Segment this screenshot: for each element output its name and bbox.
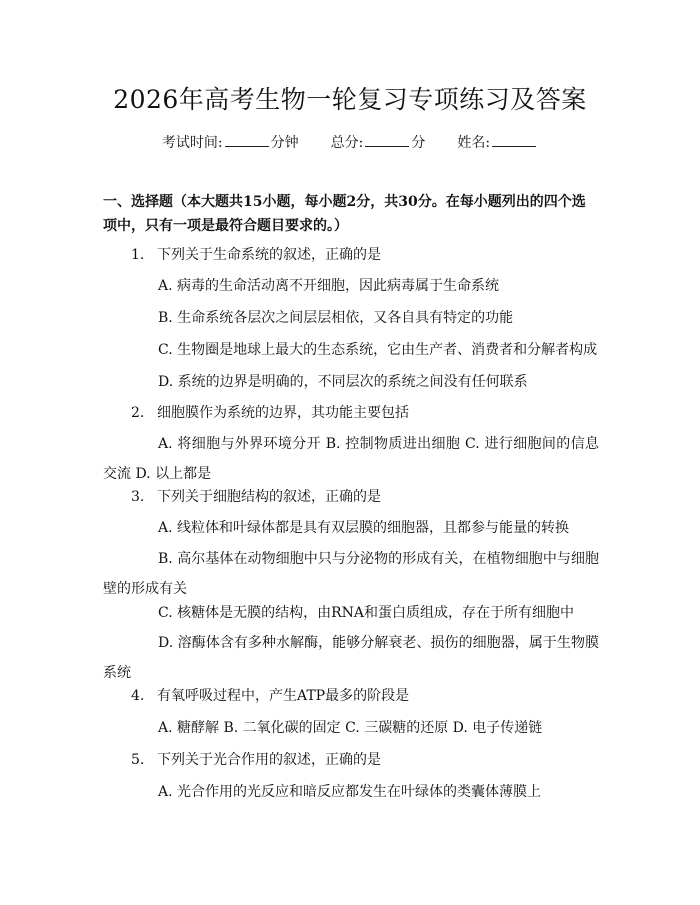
q1-option-c: C. 生物圈是地球上最大的生态系统，它由生产者、消费者和分解者构成 bbox=[158, 342, 598, 358]
question-number: 2. bbox=[131, 405, 145, 421]
q1-option-b: B. 生命系统各层次之间层层相依，又各自具有特定的功能 bbox=[158, 310, 514, 326]
q3-option-d: D. 溶酶体含有多种水解酶，能够分解衰老、损伤的细胞器，属于生物膜系统 bbox=[103, 635, 599, 681]
question-5 bbox=[131, 750, 601, 770]
question-stem: 细胞膜作为系统的边界，其功能主要包括 bbox=[157, 405, 409, 421]
question-stem: 有氧呼吸过程中，产生ATP最多的阶段是 bbox=[157, 688, 410, 704]
q2-options: A. 将细胞与外界环境分开 B. 控制物质进出细胞 C. 进行细胞间的信息交流 D. 以上都是 bbox=[103, 436, 599, 482]
question-3 bbox=[131, 487, 601, 507]
question-number: 1. bbox=[131, 247, 145, 263]
question-number: 5. bbox=[131, 752, 145, 768]
q3-option-c: C. 核糖体是无膜的结构，由RNA和蛋白质组成，存在于所有细胞中 bbox=[158, 605, 575, 621]
page-title: 2026年高考生物一轮复习专项练习及答案 bbox=[113, 85, 587, 114]
score-blank bbox=[365, 132, 409, 147]
question-number: 3. bbox=[131, 489, 145, 505]
question-stem: 下列关于细胞结构的叙述，正确的是 bbox=[157, 489, 381, 505]
score-label: 总分: bbox=[330, 135, 364, 151]
time-label: 考试时间: bbox=[161, 135, 223, 151]
q5-option-a: A. 光合作用的光反应和暗反应都发生在叶绿体的类囊体薄膜上 bbox=[158, 784, 542, 800]
score-unit: 分 bbox=[411, 135, 426, 151]
question-1 bbox=[131, 245, 601, 265]
time-blank bbox=[225, 132, 269, 147]
question-number: 4. bbox=[131, 688, 145, 704]
time-unit: 分钟 bbox=[270, 135, 299, 151]
q3-option-b: B. 高尔基体在动物细胞中只与分泌物的形成有关，在植物细胞中与细胞壁的形成有关 bbox=[103, 551, 599, 597]
name-blank bbox=[492, 132, 536, 147]
question-stem: 下列关于生命系统的叙述，正确的是 bbox=[157, 247, 381, 263]
q1-option-d: D. 系统的边界是明确的，不同层次的系统之间没有任何联系 bbox=[158, 374, 528, 390]
question-stem: 下列关于光合作用的叙述，正确的是 bbox=[157, 752, 381, 768]
exam-info-line bbox=[0, 132, 700, 153]
question-4 bbox=[131, 686, 601, 706]
name-label: 姓名: bbox=[457, 135, 491, 151]
section-heading: 一、选择题（本大题共15小题，每小题2分，共30分。在每小题列出的四个选项中，只有一项是最符合题目要求的。） bbox=[103, 194, 586, 234]
q1-option-a: A. 病毒的生命活动离不开细胞，因此病毒属于生命系统 bbox=[158, 278, 500, 294]
q3-option-a: A. 线粒体和叶绿体都是具有双层膜的细胞器，且都参与能量的转换 bbox=[158, 520, 570, 536]
q4-options: A. 糖酵解 B. 二氧化碳的固定 C. 三碳糖的还原 D. 电子传递链 bbox=[158, 720, 543, 736]
question-2 bbox=[131, 403, 601, 423]
